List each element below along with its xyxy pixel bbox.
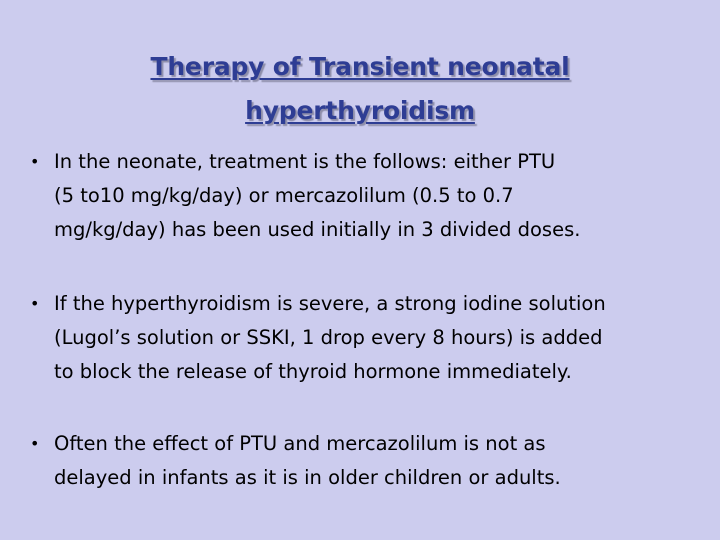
slide-title-line-1: Therapy of Transient neonatal bbox=[150, 51, 570, 81]
bullet-line: (Lugol’s solution or SSKI, 1 drop every 8 hours) is added bbox=[54, 326, 603, 349]
bullet-line: Often the effect of PTU and mercazolilum is not as bbox=[54, 432, 546, 455]
bullet-item-dosage bbox=[30, 145, 700, 247]
bullet-icon: • bbox=[30, 434, 40, 453]
bullet-icon: • bbox=[30, 152, 40, 171]
bullet-line: If the hyperthyroidism is severe, a strong iodine solution bbox=[54, 292, 606, 315]
bullet-icon: • bbox=[30, 294, 40, 313]
bullet-list bbox=[30, 145, 700, 495]
bullet-item-iodine bbox=[30, 287, 700, 389]
slide-title bbox=[40, 45, 680, 133]
bullet-line: (5 to10 mg/kg/day) or mercazolilum (0.5 to 0.7 bbox=[54, 184, 514, 207]
bullet-line: to block the release of thyroid hormone immediately. bbox=[54, 360, 572, 383]
bullet-line: delayed in infants as it is in older children or adults. bbox=[54, 466, 561, 489]
bullet-line: mg/kg/day) has been used initially in 3 divided doses. bbox=[54, 218, 581, 241]
bullet-item-effect bbox=[30, 427, 700, 495]
bullet-line: In the neonate, treatment is the follows: either PTU bbox=[54, 150, 556, 173]
slide-title-line-2: hyperthyroidism bbox=[245, 95, 475, 125]
